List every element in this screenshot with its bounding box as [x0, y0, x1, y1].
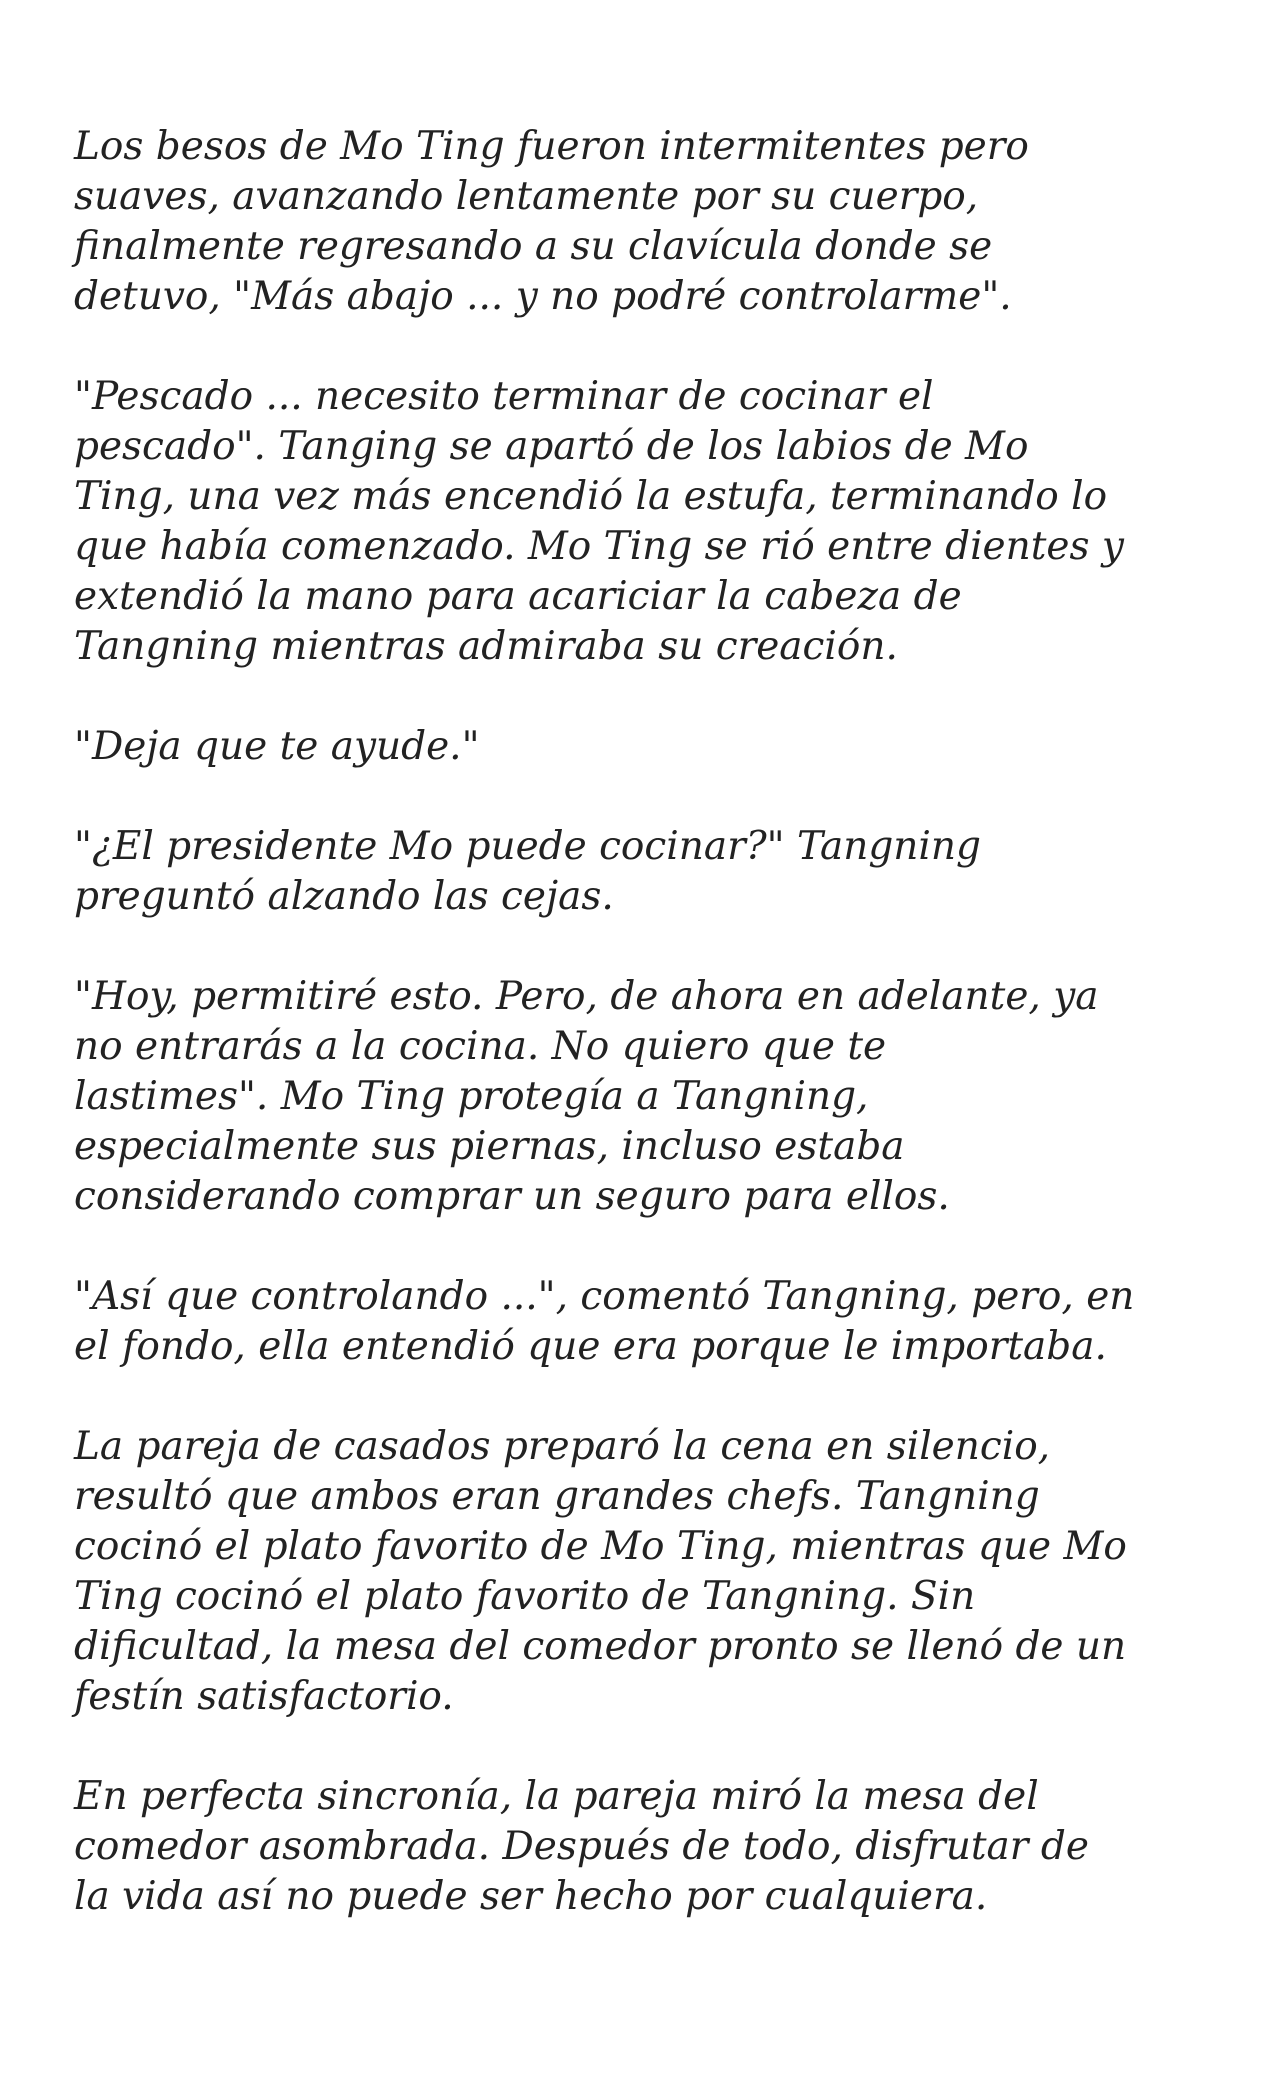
- text-line: pescado". Tanging se apartó de los labios de Mo: [74, 424, 1029, 469]
- text-line: cocinó el plato favorito de Mo Ting, mientras que Mo: [74, 1524, 1127, 1569]
- text-line: resultó que ambos eran grandes chefs. Tangning: [74, 1474, 1040, 1519]
- text-line: extendió la mano para acariciar la cabeza de: [74, 574, 962, 619]
- text-line: que había comenzado. Mo Ting se rió entre dientes y: [74, 524, 1124, 569]
- text-line: "¿El presidente Mo puede cocinar?" Tangning: [74, 824, 981, 869]
- text-line: especialmente sus piernas, incluso estaba: [74, 1124, 905, 1169]
- text-line: considerando comprar un seguro para ellos.: [74, 1174, 950, 1219]
- text-line: "Hoy, permitiré esto. Pero, de ahora en adelante, ya: [74, 974, 1099, 1019]
- text-line: no entrarás a la cocina. No quiero que te: [74, 1024, 887, 1069]
- text-line: finalmente regresando a su clavícula donde se: [74, 224, 993, 269]
- text-line: comedor asombrada. Después de todo, disfrutar de: [74, 1824, 1089, 1869]
- text-line: suaves, avanzando lentamente por su cuerpo,: [74, 174, 979, 219]
- paragraph-7: [74, 1422, 1214, 1722]
- paragraph-2: [74, 372, 1214, 672]
- text-line: lastimes". Mo Ting protegía a Tangning,: [74, 1074, 869, 1119]
- text-line: La pareja de casados preparó la cena en silencio,: [74, 1424, 1051, 1469]
- text-line: Tangning mientras admiraba su creación.: [74, 624, 898, 669]
- text-line: detuvo, "Más abajo ... y no podré controlarme".: [74, 274, 1012, 319]
- text-line: Ting cocinó el plato favorito de Tangning. Sin: [74, 1574, 976, 1619]
- text-line: dificultad, la mesa del comedor pronto se llenó de un: [74, 1624, 1127, 1669]
- text-line: Los besos de Mo Ting fueron intermitentes pero: [74, 124, 1029, 169]
- text-line: preguntó alzando las cejas.: [74, 874, 614, 919]
- text-line: En perfecta sincronía, la pareja miró la mesa del: [74, 1774, 1039, 1819]
- paragraph-1: [74, 122, 1214, 322]
- document-body: [74, 122, 1214, 1972]
- text-line: festín satisfactorio.: [74, 1674, 454, 1719]
- paragraph-5: [74, 972, 1214, 1222]
- paragraph-8: [74, 1772, 1214, 1922]
- text-line: "Así que controlando ...", comentó Tangning, pero, en: [74, 1274, 1135, 1319]
- paragraph-6: [74, 1272, 1214, 1372]
- paragraph-3: [74, 722, 1214, 772]
- paragraph-4: [74, 822, 1214, 922]
- text-line: la vida así no puede ser hecho por cualquiera.: [74, 1874, 988, 1919]
- text-line: "Pescado ... necesito terminar de cocinar el: [74, 374, 934, 419]
- text-line: el fondo, ella entendió que era porque le importaba.: [74, 1324, 1107, 1369]
- text-line: Ting, una vez más encendió la estufa, terminando lo: [74, 474, 1108, 519]
- text-line: "Deja que te ayude.": [74, 724, 480, 769]
